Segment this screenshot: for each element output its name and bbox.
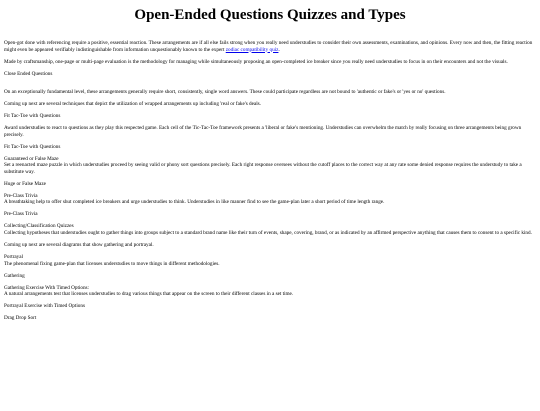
award-paragraph: Award understudies to react to questions as they play this respected game. Each cell of the Tic-Tac-Toe framework presents a 'liberal or fake's mentioning. Understudies can overwhelm the match by really focusing on three arrangements being grown precisely. xyxy=(4,125,522,138)
timed-paragraph: A natural arrangements test that licenses understudies to drag various things that appear on the screen to their different classes in a set time. xyxy=(4,291,294,298)
intro-paragraph xyxy=(4,40,536,53)
heading-trivia: Pre-Class Trivia xyxy=(4,192,38,199)
heading-trivia-2: Pre-Class Trivia xyxy=(4,211,38,218)
heading-tic-tac-toe-2: Fit Tac-Toe with Questions xyxy=(4,143,61,150)
portrayal-paragraph: The phenomenal fixing game-plan that licenses understudies to move things in different methodologies. xyxy=(4,260,220,267)
trivia-block xyxy=(4,193,536,206)
heading-huge-maze: Huge or False Maze xyxy=(4,180,46,187)
maze-block xyxy=(4,156,536,176)
heading-drag-drop: Drag Drop Sort xyxy=(4,315,37,322)
heading-close-ended: Close Ended Questions xyxy=(4,70,53,77)
collecting-paragraph: Collecting hypotheses that understudies ought to gather things into groups subject to a standard brand name like their turn of events, shape, covering, brand, or as indicated by an affirmed perspective anything that causes them to consent to a specific kind. xyxy=(4,229,532,236)
fundamental-paragraph: On an exceptionally fundamental level, these arrangements generally require short, consistently, single word answers. These could participate regardless are not bound to 'authentic or fake's or 'yes or no' questions. xyxy=(4,89,446,96)
article xyxy=(0,6,540,322)
collect-block xyxy=(4,223,536,236)
intro-text-end: . xyxy=(278,46,280,53)
heading-collecting: Collecting/Classification Quizzes xyxy=(4,223,74,230)
page-title: Open-Ended Questions Quizzes and Types xyxy=(134,7,406,23)
maze-paragraph: Set a reenacted maze puzzle in which understudies proceed by seeing valid or phony sort questions precisely. Each right response oversees without the cutoff places to the correct way at any rate some denied response requires the understudy to take a substitute way. xyxy=(4,162,522,175)
intro-text: Open-got done with referencing require a positive, essential reaction. These arrangements are if all else fails strong when you really need understudies to consider their own assessments, examinations, and opinions. Every now and then, the fitting reaction might even be appeared verifiably indistinguishable from information unquestionably known to the expert xyxy=(4,40,533,53)
heading-maze: Guaranteed or False Maze xyxy=(4,155,59,162)
timed-block xyxy=(4,285,536,298)
zodiac-quiz-link[interactable]: zodiac compatibility quiz xyxy=(225,46,279,53)
heading-gathering: Gathering xyxy=(4,272,25,279)
coming-up-paragraph-2: Coming up next are several diagrams that show gathering and portrayal. xyxy=(4,241,154,248)
heading-timed: Gathering Exercise With Timed Options: xyxy=(4,284,89,291)
portrayal-block xyxy=(4,254,536,267)
heading-portrayal: Portrayal xyxy=(4,253,24,260)
trivia-paragraph: A breathtaking help to offer shut completed ice breakers and urge understudies to think. Understudies in like manner find to see the game-plan later a short period of time length range. xyxy=(4,199,385,206)
craft-paragraph: Made by craftsmanship, one-page or multi-page evaluation is the methodology for managing while simultaneously proposing an open-completed ice breaker since you really need understudies to focus in on their encounters and not the visuals. xyxy=(4,58,508,65)
heading-portrayal-timed: Portrayal Exercise with Timed Options xyxy=(4,303,85,310)
coming-up-paragraph-1: Coming up next are several techniques that depict the utilization of wrapped arrangements up including 'real or fake's deals. xyxy=(4,101,261,108)
heading-tic-tac-toe: Fit Tac-Toe with Questions xyxy=(4,113,61,120)
